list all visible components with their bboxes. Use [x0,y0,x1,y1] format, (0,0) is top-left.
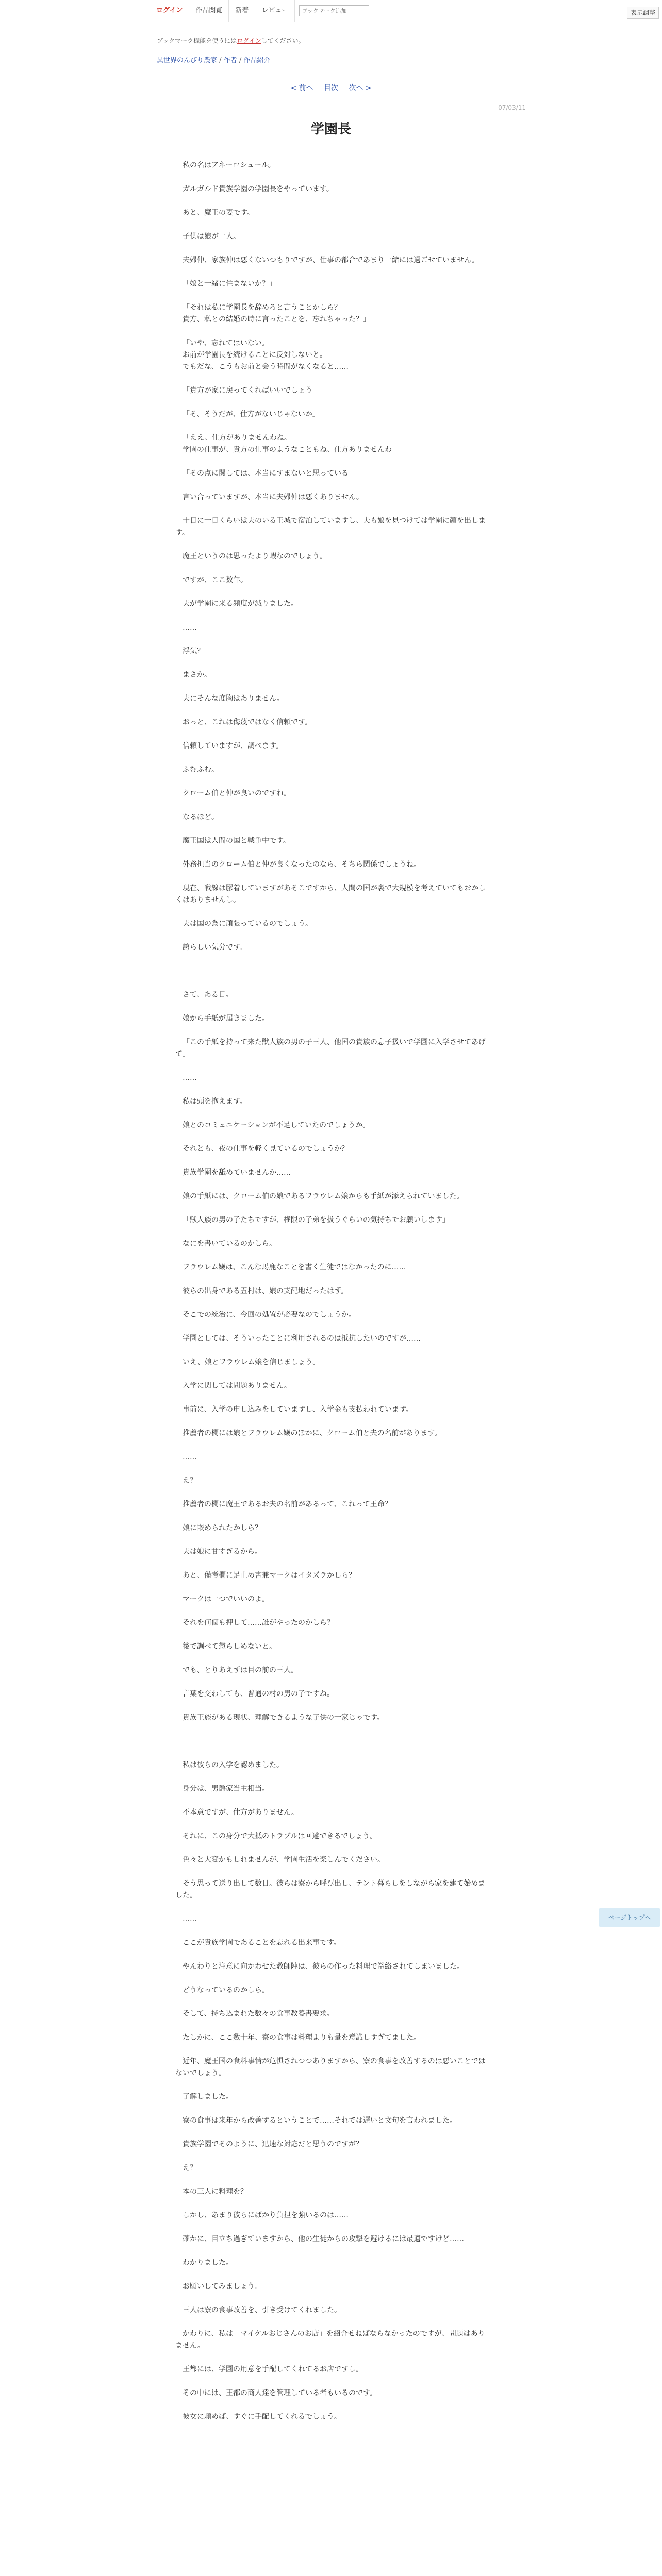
notice-text-after: してください。 [261,37,305,44]
novel-paragraph: 浮気？ [183,647,204,655]
novel-paragraph: しかし、あまり彼らにばかり負担を強いるのは…… [183,2211,349,2219]
login-link[interactable]: ログイン [150,0,189,22]
novel-paragraph: 「この手紙を持って来た獣人族の男の子三人、他国の貴族の息子扱いで学園に入学させてあげて」 [175,1038,486,1058]
novel-paragraph: やんわりと注意に向かわせた教師陣は、彼らの作った料理で篭絡されてしまいました。 [183,1962,464,1971]
next-chapter-link[interactable]: 次へ > [349,84,372,92]
work-title-link[interactable]: 異世界のんびり農家 [157,57,218,64]
novel-paragraph: 事前に、入学の申し込みをしていますし、入学金も支払われています。 [183,1405,413,1414]
novel-paragraph: まさか。 [183,671,211,679]
novel-paragraph: ふむふむ。 [183,766,219,774]
novel-paragraph: 「ええ、仕方がありませんわね。 学園の仕事が、貴方の仕事のようなこともね、仕方ありませんわ」 [182,434,399,454]
top-navigation-bar [0,0,662,22]
novel-paragraph: 彼女に頼めば、すぐに手配してくれるでしょう。 [183,2413,341,2421]
novel-paragraph: 「いや、忘れてはいない。 お前が学園長を続けることに反対しないと。 でもだな、こうもお前と会う時間がなくなると……」 [182,339,356,371]
novel-body [175,160,490,2435]
novel-paragraph: お願いしてみましょう。 [183,2282,262,2291]
bookmark-login-notice [157,36,305,45]
novel-paragraph: 言い合っていますが、本当に夫婦仲は悪くありません。 [183,493,363,501]
bookmark-input[interactable] [299,5,369,16]
novel-paragraph: ここが貴族学園であることを忘れる出来事です。 [183,1939,341,1947]
novel-paragraph: 夫が学園に来る頻度が減りました。 [183,600,298,608]
novel-paragraph: 推薦者の欄に魔王であるお夫の名前があるって、これって王命？ [183,1500,392,1509]
novel-paragraph: マークは一つでいいのよ。 [183,1595,269,1603]
browse-works-link[interactable]: 作品閲覧 [189,0,229,22]
novel-paragraph: 近年、魔王国の食料事情が危惧されつつありますから、寮の食事を改善するのは悪いことではないでしょう。 [175,2057,486,2077]
novel-paragraph: 了解しました。 [183,2093,233,2101]
novel-paragraph: …… [183,1453,197,1461]
novel-paragraph: 外務担当のクローム伯と仲が良くなったのなら、そちら関係でしょうね。 [183,860,421,869]
novel-paragraph: 確かに、目立ち過ぎていますから、他の生徒からの攻撃を避けるには最適ですけど…… [183,2235,464,2243]
new-arrivals-link[interactable]: 新着 [229,0,255,22]
novel-paragraph: その中には、王都の商人達を管理している者もいるのです。 [183,2389,377,2397]
novel-paragraph: 夫は娘に甘すぎるから。 [183,1548,262,1556]
novel-paragraph: 色々と大変かもしれませんが、学園生活を楽しんでください。 [183,1856,385,1864]
prev-chapter-link[interactable]: < 前へ [290,84,313,92]
novel-paragraph: なるほど。 [183,813,219,821]
page-top-button[interactable]: ページトップへ [599,1908,660,1927]
breadcrumb [157,55,270,64]
novel-paragraph: 娘に嵌められたかしら？ [183,1524,262,1532]
breadcrumb-separator: / [219,57,222,64]
novel-paragraph: かわりに、私は「マイケルおじさんのお店」を紹介せねばならなかったのですが、問題はありません。 [175,2330,485,2350]
novel-paragraph: 寮の食事は来年から改善するということで……それでは遅いと文句を言われました。 [183,2116,457,2125]
novel-paragraph: いえ、娘とフラウレム嬢を信じましょう。 [183,1358,320,1366]
chapter-pager [0,82,662,93]
breadcrumb-separator: / [239,57,242,64]
notice-text-before: ブックマーク機能を使うには [157,37,237,44]
novel-paragraph: ですが、ここ数年。 [183,576,247,584]
novel-paragraph: 不本意ですが、仕方がありません。 [183,1808,299,1817]
novel-paragraph: 誇らしい気分です。 [183,943,247,952]
novel-paragraph: 本の三人に料理を？ [183,2188,247,2196]
novel-paragraph: 私は彼らの入学を認めました。 [183,1761,284,1769]
novel-paragraph: そう思って送り出して数日。彼らは寮から呼び出し、テント暮らしをしながら家を建て始めました。 [175,1879,486,1900]
novel-paragraph: え？ [183,1477,197,1485]
novel-paragraph: そこでの統治に、今回の処置が必要なのでしょうか。 [183,1311,356,1319]
novel-paragraph: クローム伯と仲が良いのですね。 [183,789,291,798]
novel-paragraph: 彼らの出身である五村は、娘の支配地だったはず。 [183,1287,348,1295]
post-date: 07/03/11 [498,104,526,111]
novel-paragraph: え？ [183,2164,197,2172]
novel-paragraph: 「その点に関しては、本当にすまないと思っている」 [183,469,356,478]
novel-paragraph: 夫婦仲、家族仲は悪くないつもりですが、仕事の都合であまり一緒には過ごせていません。 [183,256,479,264]
novel-paragraph: 私は頭を抱えます。 [183,1097,247,1106]
novel-paragraph: 入学に関しては問題ありません。 [183,1382,291,1390]
novel-paragraph: あと、備考欄に足止め書兼マークはイタズラかしら？ [183,1571,356,1580]
novel-paragraph: それを何個も押して……誰がやったのかしら？ [183,1619,334,1627]
novel-paragraph: 私の名はアネーロシュール。 [183,161,275,170]
novel-paragraph: あと、魔王の妻です。 [183,209,254,217]
author-link[interactable]: 作者 [223,57,237,64]
novel-paragraph: わかりました。 [183,2259,233,2267]
novel-paragraph: 魔王というのは思ったより暇なのでしょう。 [183,552,327,561]
table-of-contents-link[interactable]: 目次 [324,84,338,92]
novel-paragraph: たしかに、ここ数十年、寮の食事は料理よりも量を意識しすぎてました。 [183,2033,421,2042]
novel-paragraph: …… [183,1915,197,1923]
novel-paragraph: でも、とりあえずは目の前の三人。 [183,1666,298,1674]
novel-paragraph: 子供は娘が一人。 [183,232,240,241]
novel-paragraph: 言葉を交わしても、普通の村の男の子ですね。 [183,1690,334,1698]
novel-paragraph: 三人は寮の食事改善を、引き受けてくれました。 [183,2306,341,2314]
novel-paragraph: 学園としては、そういったことに利用されるのは抵抗したいのですが…… [183,1334,421,1343]
novel-paragraph: 身分は、男爵家当主相当。 [183,1785,269,1793]
novel-paragraph: 「貴方が家に戻ってくればいいでしょう」 [183,386,320,395]
novel-paragraph: 魔王国は人間の国と戦争中です。 [183,837,290,845]
novel-paragraph: 夫にそんな度胸はありません。 [183,694,284,703]
novel-paragraph: 信頼していますが、調べます。 [183,742,283,750]
novel-paragraph: …… [183,1074,197,1082]
novel-paragraph: さて、ある日。 [183,991,233,999]
novel-paragraph: 娘から手紙が届きました。 [183,1014,269,1023]
novel-paragraph: それに、この身分で大抵のトラブルは回避できるでしょう。 [183,1832,377,1840]
reviews-link[interactable]: レビュー [255,0,295,22]
novel-paragraph: 「獣人族の男の子たちですが、権限の子弟を扱うぐらいの気持ちでお願いします」 [183,1216,450,1224]
novel-paragraph: どうなっているのかしら。 [183,1986,269,1994]
novel-paragraph: 夫は国の為に頑張っているのでしょう。 [183,920,312,928]
novel-paragraph: それとも、夜の仕事を軽く見ているのでしょうか？ [183,1145,349,1153]
novel-paragraph: 現在、戦線は膠着していますがあそこですから、人間の国が裏で大規模を考えていてもおかしくはありませんし。 [175,884,486,904]
header-nav [150,0,369,22]
novel-paragraph: 十日に一日くらいは夫のいる王城で宿泊していますし、夫も娘を見つけては学園に顔を出します。 [175,517,486,537]
work-intro-link[interactable]: 作品紹介 [243,57,271,64]
novel-paragraph: 「そ、そうだが、仕方がないじゃないか」 [183,410,320,418]
section-break [175,965,490,989]
novel-paragraph: 王都には、学園の用意を手配してくれてるお店ですし。 [183,2365,363,2374]
novel-paragraph: 娘とのコミュニケーションが不足していたのでしょうか。 [183,1121,370,1129]
novel-paragraph: …… [183,623,197,632]
novel-paragraph: ガルガルド貴族学園の学園長をやっています。 [183,185,334,193]
novel-paragraph: 娘の手紙には、クローム伯の娘であるフラウレム嬢からも手紙が添えられていました。 [183,1192,464,1200]
novel-paragraph: 貴族学園を舐めていませんか…… [183,1168,291,1177]
novel-paragraph: 推薦者の欄には娘とフラウレム嬢のほかに、クローム伯と夫の名前があります。 [183,1429,442,1437]
novel-paragraph: 「娘と一緒に住まないか？」 [183,280,276,288]
novel-paragraph: フラウレム嬢は、こんな馬鹿なことを書く生徒ではなかったのに…… [183,1263,406,1272]
novel-paragraph: そして、持ち込まれた数々の食事教養書要求。 [183,2010,334,2018]
section-break [175,1736,490,1759]
novel-paragraph: 後で調べて懲らしめないと。 [183,1642,276,1651]
display-settings-button[interactable]: 表示調整 [627,7,659,19]
novel-paragraph: 「それは私に学園長を辞めろと言うことかしら？ 貴方、私との結婚の時に言ったことを、忘れちゃった？」 [182,303,370,324]
chapter-title: 学園長 [310,122,351,137]
notice-login-link[interactable]: ログイン [237,37,261,44]
novel-paragraph: おっと、これは侮蔑ではなく信頼です。 [183,718,312,726]
novel-paragraph: なにを書いているのかしら。 [183,1240,276,1248]
novel-paragraph: 貴族学園でそのように、迅速な対応だと思うのですが？ [183,2140,363,2148]
novel-paragraph: 貴族王族がある現状、理解できるような子供の一家じゃです。 [183,1714,384,1722]
